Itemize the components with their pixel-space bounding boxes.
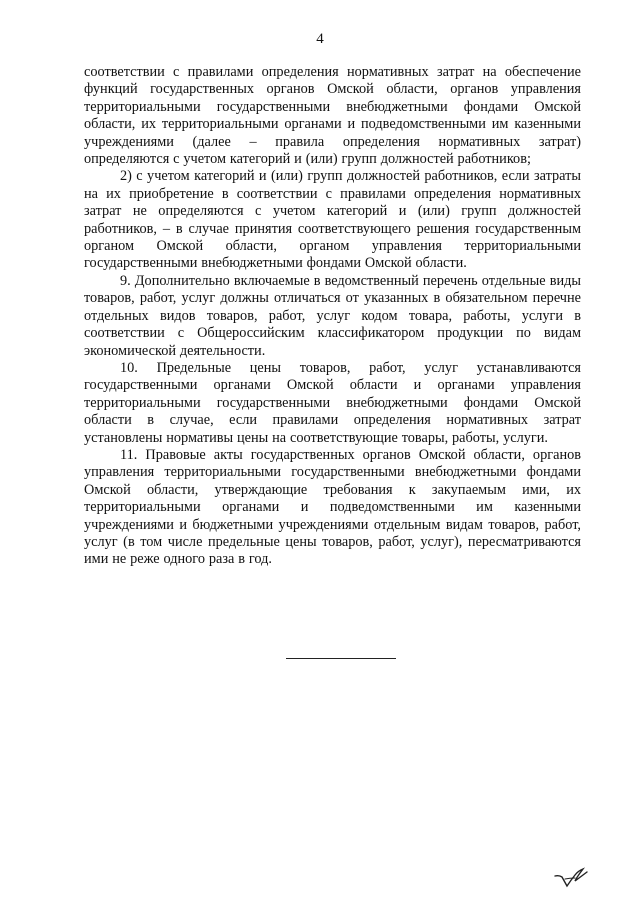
paragraph-item-2: 2) с учетом категорий и (или) групп должностей работников, если затраты на их приобретение в соответствии с правилами определения нормативных затрат не определяются с учетом категорий и (или) групп должностей работников, – в случае принятия соответствующего решения государственным органом Омской области, органом управления территориальными государственными внебюджетными фондами Омской области. <box>84 168 581 272</box>
document-body <box>84 64 581 569</box>
end-of-text-rule <box>286 658 396 659</box>
paragraph-continuation: соответствии с правилами определения нормативных затрат на обеспечение функций государственных органов Омской области, органов управления территориальными государственными внебюджетными фондами Омской области, их территориальными органами и подведомственными им казенными учреждениями (далее – правила определения нормативных затрат) определяются с учетом категорий и (или) групп должностей работников; <box>84 64 581 168</box>
signature-mark <box>553 866 589 890</box>
page-number: 4 <box>316 31 324 47</box>
paragraph-item-11: 11. Правовые акты государственных органов Омской области, органов управления территориальными государственными внебюджетными фондами Омской области, утверждающие требования к закупаемым ими, их территориальными органами и подведомственными им казенными учреждениями и бюджетными учреждениями отдельным видам товаров, работ, услуг (в том числе предельные цены товаров, работ, услуг), пересматриваются ими не реже одного раза в год. <box>84 446 581 568</box>
paragraph-item-10: 10. Предельные цены товаров, работ, услуг устанавливаются государственными органами Омской области и органами управления территориальными государственными внебюджетными фондами Омской области в случае, если правилами определения нормативных затрат установлены нормативы цены на соответствующие товары, работы, услуги. <box>84 359 581 446</box>
paragraph-item-9: 9. Дополнительно включаемые в ведомственный перечень отдельные виды товаров, работ, услуг должны отличаться от указанных в обязательном перечне отдельных видов товаров, работ, услуг кодом товара, работы, услуги в соответствии с Общероссийским классификатором продукции по видам экономической деятельности. <box>84 272 581 359</box>
